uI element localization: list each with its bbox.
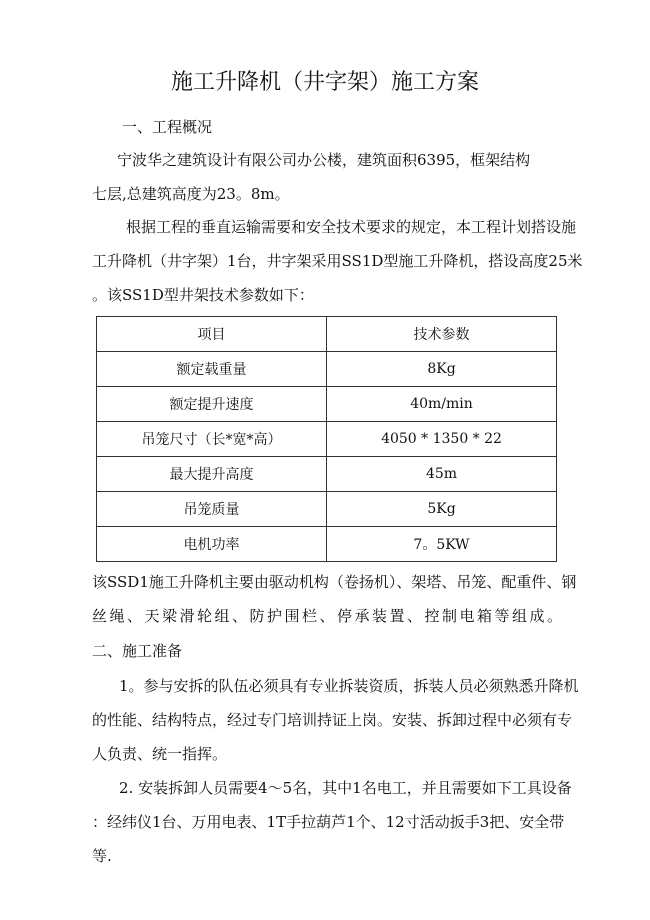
preparation-item-line: ：经纬仪1台、万用电表、1T手拉葫芦1个、12寸活动扳手3把、安全带 [92,813,565,831]
table-cell-item: 额定载重量 [97,352,327,387]
table-cell-value: 4050 * 1350 * 22 [327,422,557,457]
preparation-item-line: 的性能、结构特点，经过专门培训持证上岗。安装、拆卸过程中必须有专 [92,711,573,729]
preparation-item-line: 1。参与安拆的队伍必须具有专业拆装资质，拆装人员必须熟悉升降机 [119,677,579,695]
table-cell-item: 吊笼尺寸（长*宽*高） [97,422,327,457]
overview-paragraph-line: 宁波华之建筑设计有限公司办公楼，建筑面积6395，框架结构 [117,151,531,169]
table-cell-value: 40m/min [327,387,557,422]
table-header-cell: 项目 [97,317,327,352]
table-cell-item: 最大提升高度 [97,457,327,492]
table-row [97,422,557,457]
table-cell-value: 5Kg [327,492,557,527]
preparation-item-line: 2. 安装拆卸人员需要4～5名，其中1名电工，并且需要如下工具设备 [119,779,572,797]
table-cell-item: 电机功率 [97,527,327,562]
table-row [97,527,557,562]
preparation-item-line: 等. [92,847,112,865]
table-header-row [97,317,557,352]
requirement-paragraph-line: 。该SS1D型井架技术参数如下： [92,286,314,304]
overview-paragraph-line: 七层,总建筑高度为23。8m。 [92,185,290,203]
table-cell-item: 吊笼质量 [97,492,327,527]
table-header-cell: 技术参数 [327,317,557,352]
preparation-item-line: 人负责、统一指挥。 [92,745,228,763]
table-row [97,352,557,387]
table-cell-value: 8Kg [327,352,557,387]
section2-heading: 二、施工准备 [92,642,183,660]
spec-table [96,316,557,562]
table-cell-value: 45m [327,457,557,492]
table-row [97,387,557,422]
table-cell-item: 额定提升速度 [97,387,327,422]
section1-heading: 一、工程概况 [122,118,213,136]
document-title: 施工升降机（井字架）施工方案 [170,70,479,95]
requirement-paragraph-line: 根据工程的垂直运输需要和安全技术要求的规定，本工程计划搭设施 [126,218,577,236]
requirement-paragraph-line: 工升降机（井字架）1台，井字架采用SS1D型施工升降机，搭设高度25米 [92,252,583,270]
table-row [97,492,557,527]
table-cell-value: 7。5KW [327,527,557,562]
table-row [97,457,557,492]
composition-paragraph-line: 该SSD1施工升降机主要由驱动机构（卷扬机）、架塔、吊笼、配重件、钢 [92,573,577,591]
composition-paragraph-line: 丝绳、天梁滑轮组、防护围栏、停承装置、控制电箱等组成。 [92,607,562,625]
